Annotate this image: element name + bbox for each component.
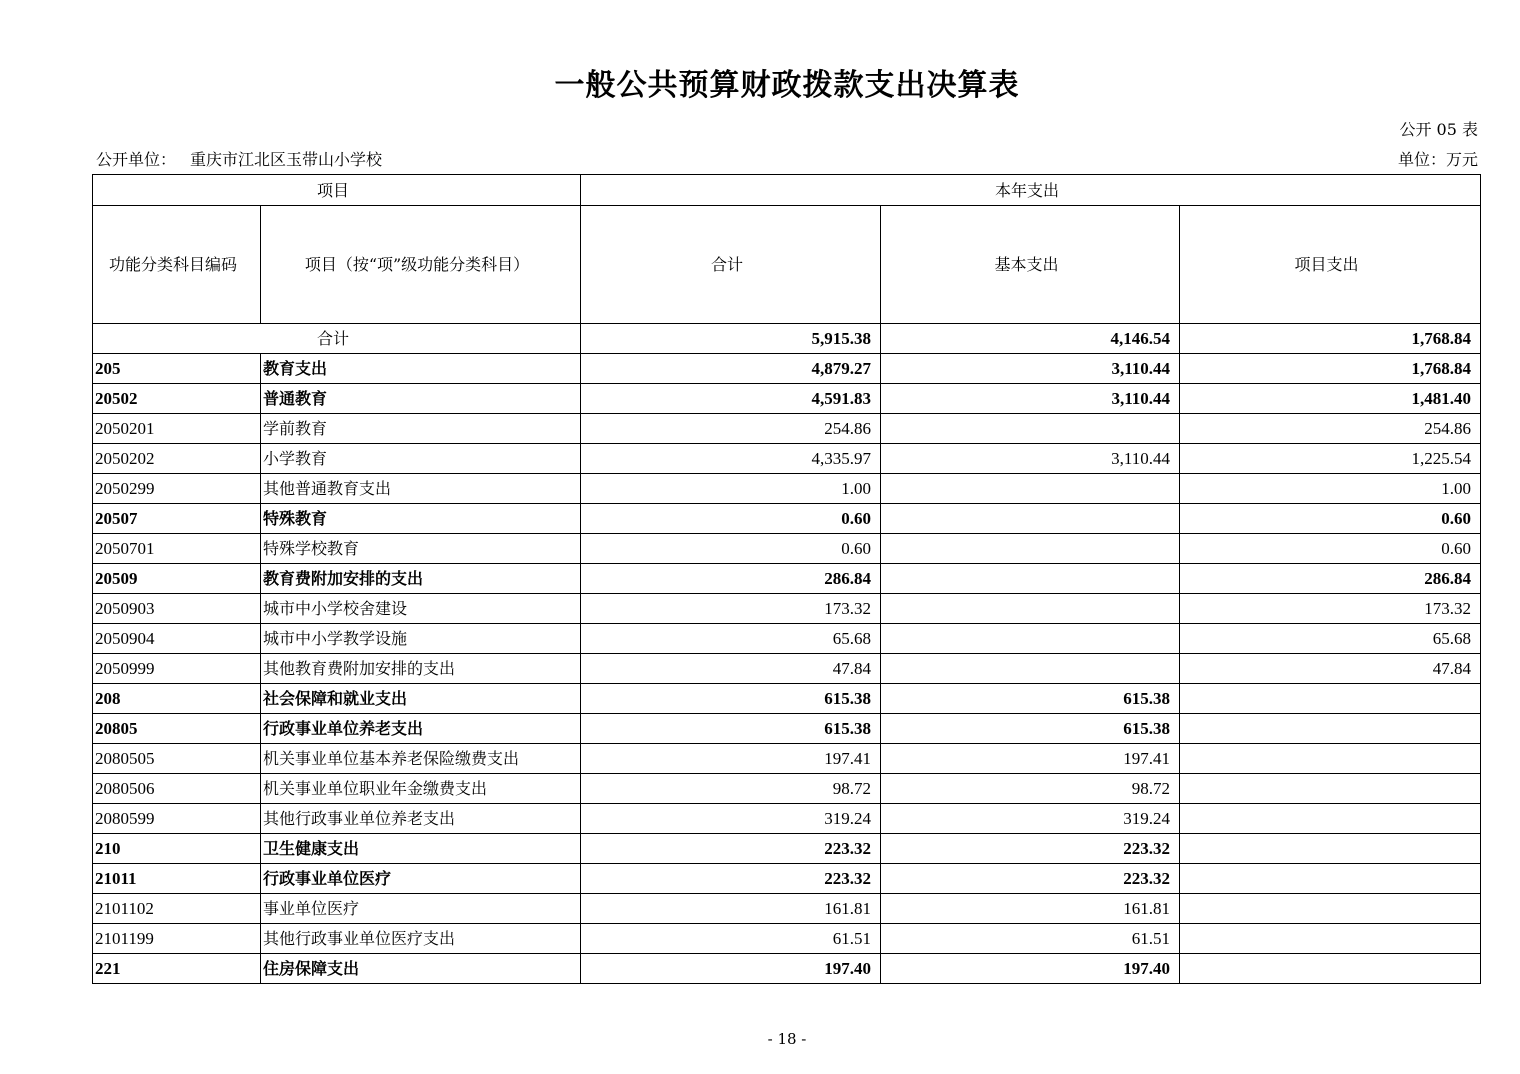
row-total: 173.32	[581, 594, 881, 624]
row-project	[1180, 714, 1481, 744]
row-total: 197.40	[581, 954, 881, 984]
header-code: 功能分类科目编码	[93, 206, 261, 324]
table-row	[93, 804, 1481, 834]
table-row	[93, 504, 1481, 534]
row-name: 行政事业单位养老支出	[261, 714, 581, 744]
row-code: 21011	[93, 864, 261, 894]
row-basic: 3,110.44	[881, 354, 1180, 384]
row-name: 住房保障支出	[261, 954, 581, 984]
table-row	[93, 564, 1481, 594]
row-name: 特殊教育	[261, 504, 581, 534]
row-code: 2050999	[93, 654, 261, 684]
row-basic: 319.24	[881, 804, 1180, 834]
row-total: 0.60	[581, 504, 881, 534]
row-code: 20509	[93, 564, 261, 594]
row-basic: 197.40	[881, 954, 1180, 984]
row-name: 卫生健康支出	[261, 834, 581, 864]
row-project: 286.84	[1180, 564, 1481, 594]
row-total: 286.84	[581, 564, 881, 594]
row-total: 254.86	[581, 414, 881, 444]
row-name: 机关事业单位基本养老保险缴费支出	[261, 744, 581, 774]
row-basic: 223.32	[881, 864, 1180, 894]
row-basic	[881, 654, 1180, 684]
row-project	[1180, 954, 1481, 984]
row-project: 1,481.40	[1180, 384, 1481, 414]
total-row-label: 合计	[93, 324, 581, 354]
row-project	[1180, 744, 1481, 774]
row-total: 4,591.83	[581, 384, 881, 414]
row-code: 20507	[93, 504, 261, 534]
row-total: 4,879.27	[581, 354, 881, 384]
row-project	[1180, 834, 1481, 864]
row-name: 特殊学校教育	[261, 534, 581, 564]
row-basic	[881, 594, 1180, 624]
table-row	[93, 474, 1481, 504]
table-row	[93, 354, 1481, 384]
row-project	[1180, 894, 1481, 924]
row-name: 教育支出	[261, 354, 581, 384]
reporting-unit	[96, 147, 382, 170]
row-code: 2050202	[93, 444, 261, 474]
table-row	[93, 684, 1481, 714]
row-total: 4,335.97	[581, 444, 881, 474]
header-project: 项目支出	[1180, 206, 1481, 324]
row-code: 2050904	[93, 624, 261, 654]
row-total: 223.32	[581, 834, 881, 864]
row-basic	[881, 624, 1180, 654]
header-total: 合计	[581, 206, 881, 324]
table-row	[93, 864, 1481, 894]
row-name: 学前教育	[261, 414, 581, 444]
row-code: 2080599	[93, 804, 261, 834]
row-code: 2050701	[93, 534, 261, 564]
row-name: 城市中小学教学设施	[261, 624, 581, 654]
row-total: 98.72	[581, 774, 881, 804]
header-row-top	[93, 175, 1481, 206]
table-row	[93, 654, 1481, 684]
row-basic: 61.51	[881, 924, 1180, 954]
page-number: - 18 -	[767, 1030, 807, 1048]
row-basic	[881, 414, 1180, 444]
row-total: 161.81	[581, 894, 881, 924]
row-name: 小学教育	[261, 444, 581, 474]
reporting-unit-name: 重庆市江北区玉带山小学校	[190, 150, 383, 169]
row-total: 319.24	[581, 804, 881, 834]
row-project: 173.32	[1180, 594, 1481, 624]
table-row	[93, 534, 1481, 564]
row-project: 47.84	[1180, 654, 1481, 684]
table-row	[93, 594, 1481, 624]
row-basic	[881, 564, 1180, 594]
row-basic: 98.72	[881, 774, 1180, 804]
table-row	[93, 714, 1481, 744]
row-code: 2101199	[93, 924, 261, 954]
table-row	[93, 414, 1481, 444]
row-project	[1180, 774, 1481, 804]
row-project: 254.86	[1180, 414, 1481, 444]
row-name: 社会保障和就业支出	[261, 684, 581, 714]
row-name: 行政事业单位医疗	[261, 864, 581, 894]
row-total: 615.38	[581, 684, 881, 714]
row-name: 其他教育费附加安排的支出	[261, 654, 581, 684]
row-basic: 197.41	[881, 744, 1180, 774]
row-name: 其他行政事业单位医疗支出	[261, 924, 581, 954]
total-row-project: 1,768.84	[1180, 324, 1481, 354]
row-total: 65.68	[581, 624, 881, 654]
table-row	[93, 834, 1481, 864]
table-row	[93, 924, 1481, 954]
row-basic: 615.38	[881, 684, 1180, 714]
row-basic: 161.81	[881, 894, 1180, 924]
row-code: 205	[93, 354, 261, 384]
row-code: 20502	[93, 384, 261, 414]
row-project: 1,225.54	[1180, 444, 1481, 474]
form-number: 公开 05 表	[1399, 120, 1478, 139]
row-code: 2101102	[93, 894, 261, 924]
table-row	[93, 954, 1481, 984]
row-project	[1180, 804, 1481, 834]
row-name: 其他行政事业单位养老支出	[261, 804, 581, 834]
table-row	[93, 894, 1481, 924]
row-total: 47.84	[581, 654, 881, 684]
table-row	[93, 774, 1481, 804]
row-project: 1.00	[1180, 474, 1481, 504]
row-total: 223.32	[581, 864, 881, 894]
header-row-sub	[93, 206, 1481, 324]
row-total: 615.38	[581, 714, 881, 744]
row-basic: 3,110.44	[881, 384, 1180, 414]
total-row	[93, 324, 1481, 354]
row-project: 0.60	[1180, 534, 1481, 564]
row-project	[1180, 684, 1481, 714]
row-basic: 3,110.44	[881, 444, 1180, 474]
page-title: 一般公共预算财政拨款支出决算表	[554, 68, 1020, 103]
row-project: 1,768.84	[1180, 354, 1481, 384]
row-total: 197.41	[581, 744, 881, 774]
row-total: 1.00	[581, 474, 881, 504]
header-current-year: 本年支出	[581, 175, 1481, 206]
row-code: 208	[93, 684, 261, 714]
table-row	[93, 744, 1481, 774]
row-total: 61.51	[581, 924, 881, 954]
table-row	[93, 624, 1481, 654]
row-name: 普通教育	[261, 384, 581, 414]
row-total: 0.60	[581, 534, 881, 564]
row-basic	[881, 474, 1180, 504]
table-row	[93, 384, 1481, 414]
row-code: 210	[93, 834, 261, 864]
row-name: 城市中小学校舍建设	[261, 594, 581, 624]
row-code: 2080506	[93, 774, 261, 804]
row-name: 其他普通教育支出	[261, 474, 581, 504]
header-item: 项目	[93, 175, 581, 206]
row-code: 221	[93, 954, 261, 984]
row-project: 0.60	[1180, 504, 1481, 534]
total-row-total: 5,915.38	[581, 324, 881, 354]
row-code: 2050903	[93, 594, 261, 624]
row-project: 65.68	[1180, 624, 1481, 654]
expenditure-table	[92, 174, 1481, 984]
currency-unit: 单位：万元	[1397, 150, 1478, 169]
row-name: 事业单位医疗	[261, 894, 581, 924]
total-row-basic: 4,146.54	[881, 324, 1180, 354]
reporting-unit-label: 公开单位：	[96, 150, 177, 169]
row-basic: 223.32	[881, 834, 1180, 864]
row-name: 机关事业单位职业年金缴费支出	[261, 774, 581, 804]
row-basic	[881, 504, 1180, 534]
row-project	[1180, 864, 1481, 894]
row-code: 20805	[93, 714, 261, 744]
row-basic	[881, 534, 1180, 564]
row-code: 2050201	[93, 414, 261, 444]
table-row	[93, 444, 1481, 474]
row-basic: 615.38	[881, 714, 1180, 744]
header-item-name: 项目（按“项”级功能分类科目）	[261, 206, 581, 324]
row-project	[1180, 924, 1481, 954]
row-code: 2080505	[93, 744, 261, 774]
header-basic: 基本支出	[881, 206, 1180, 324]
row-name: 教育费附加安排的支出	[261, 564, 581, 594]
row-code: 2050299	[93, 474, 261, 504]
